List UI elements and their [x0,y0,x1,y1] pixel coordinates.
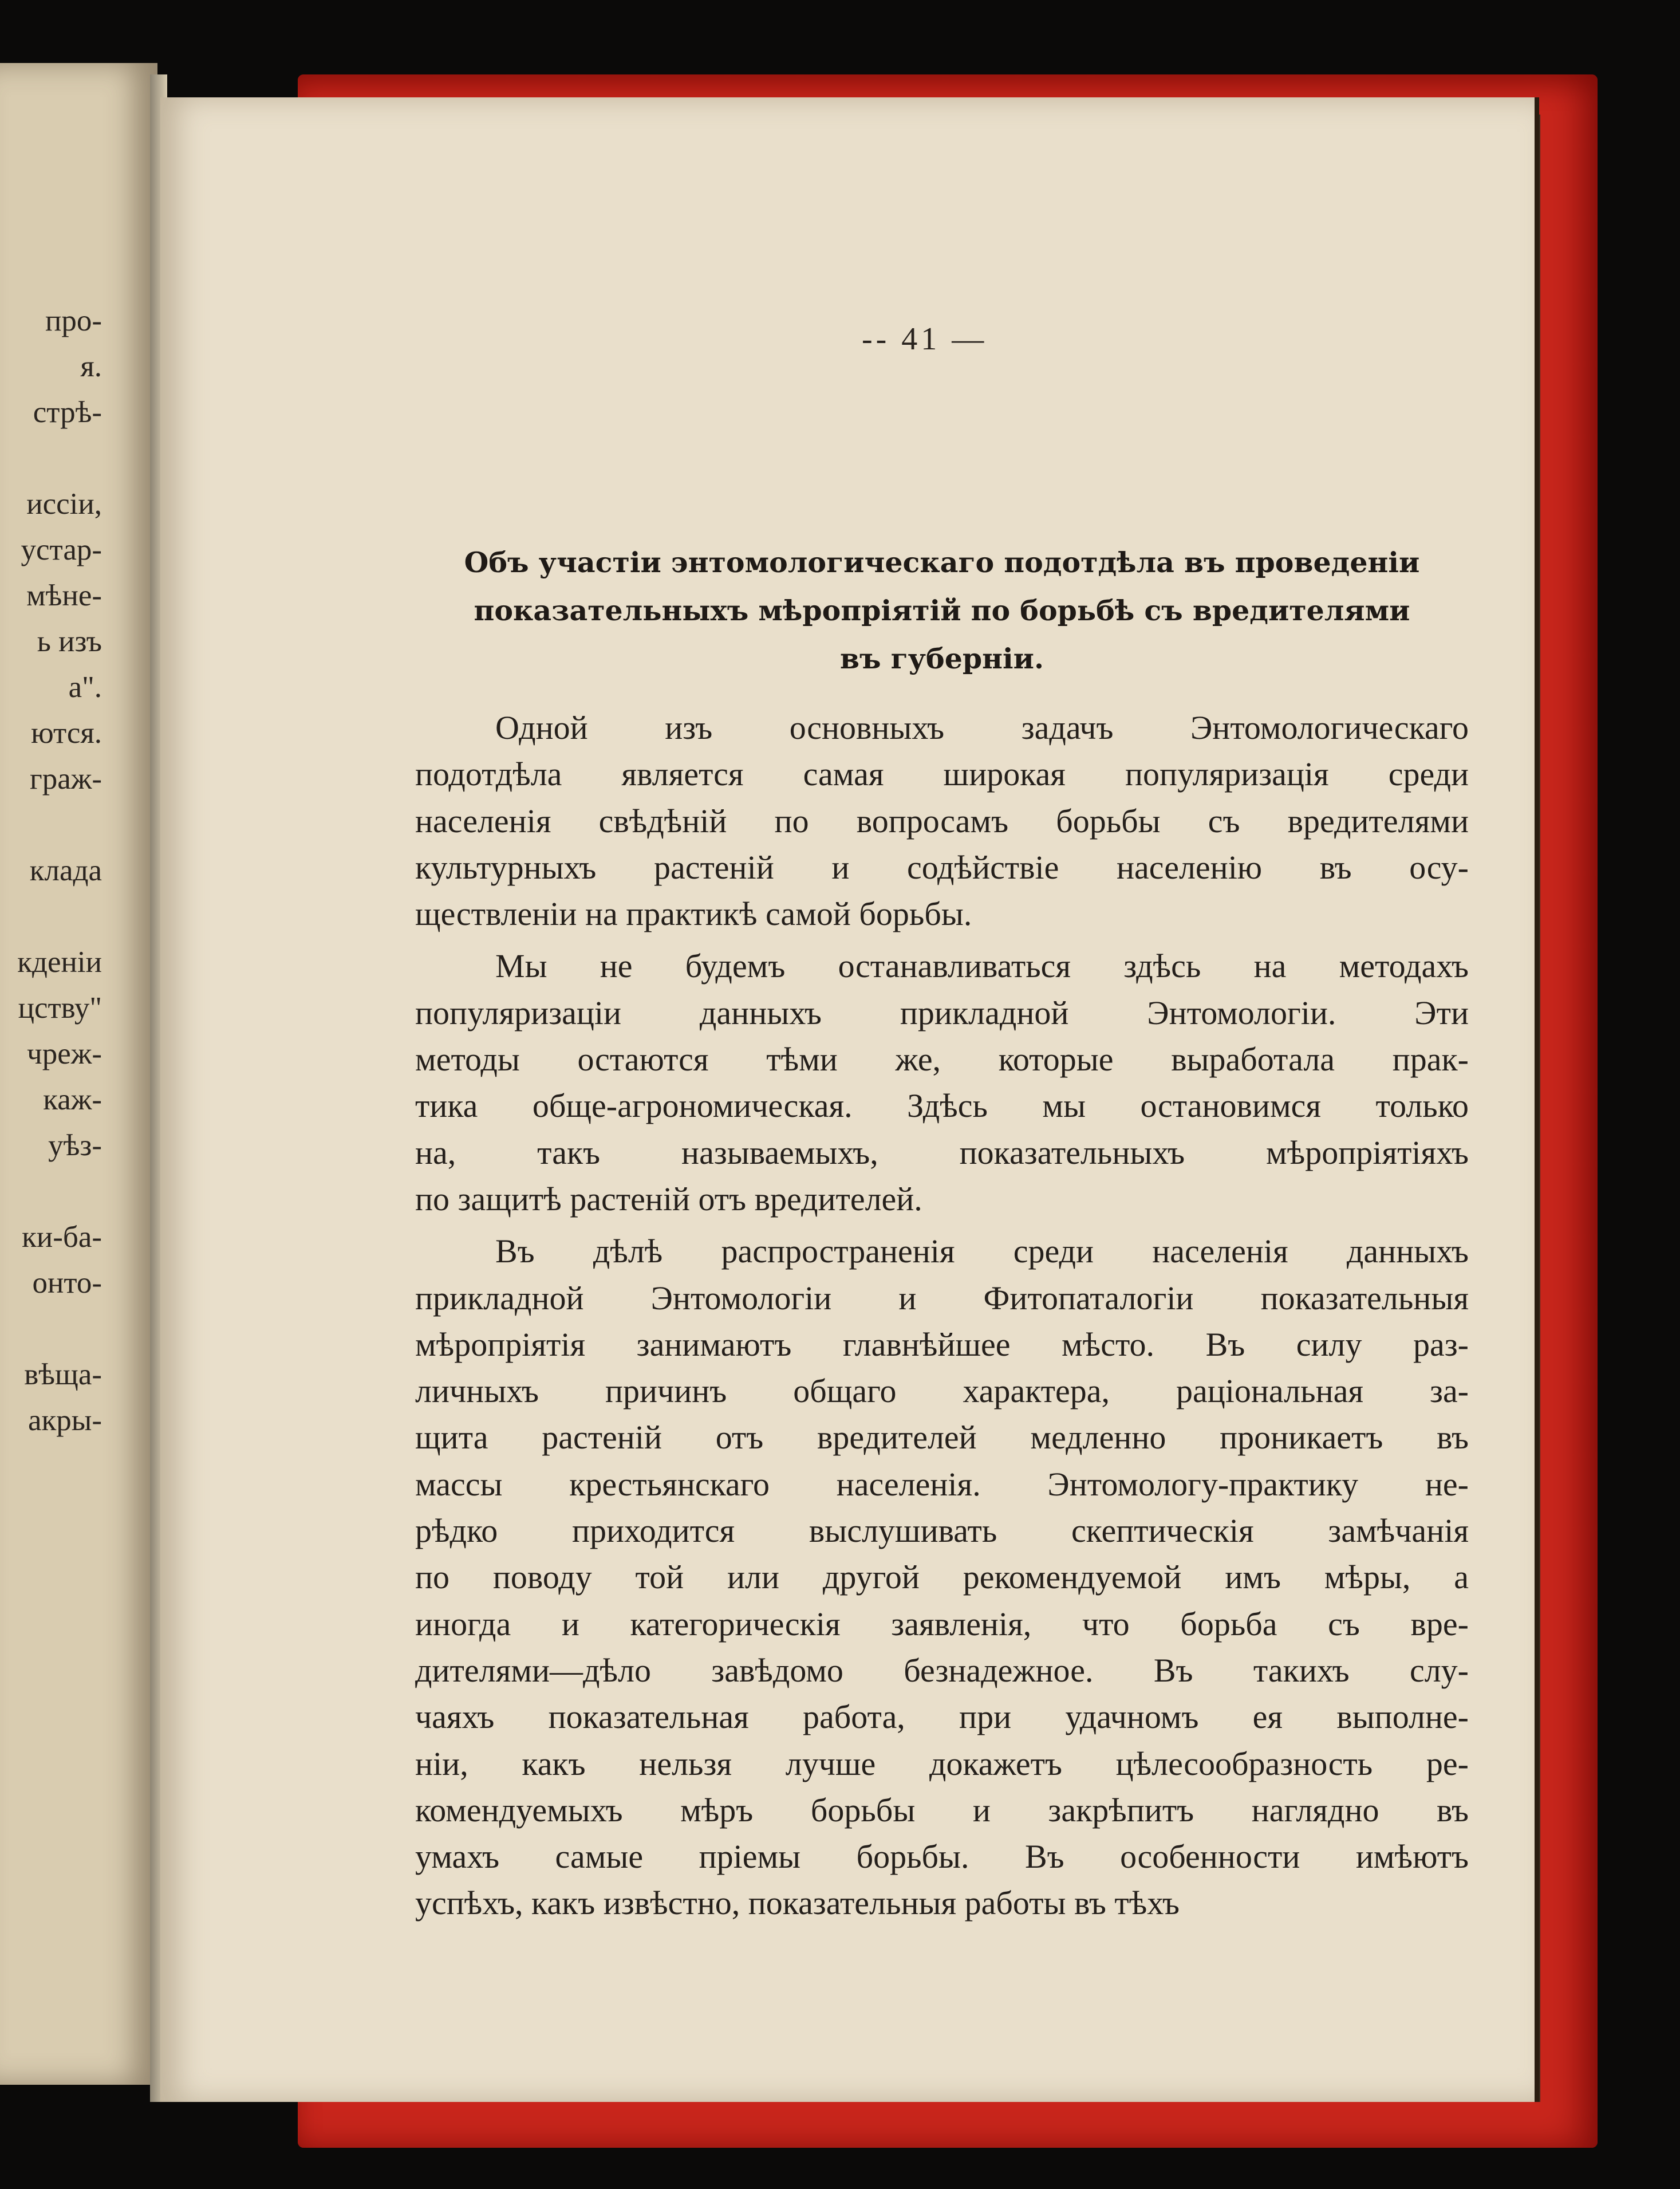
previous-page-line: ь изъ [37,625,102,658]
text-line: ніи, какъ нельзя лучше докажетъ цѣлесообразность ре- [415,1745,1469,1782]
text-line: иногда и категорическія заявленія, что борьба съ вре- [415,1605,1469,1643]
text-line: культурныхъ растеній и содѣйствіе населенію въ осу- [415,848,1469,886]
previous-page-line: онто- [32,1266,102,1300]
title-line: Объ участіи энтомологическаго подотдѣла въ проведеніи [464,546,1420,579]
body-text [415,704,1469,1927]
text-line: щита растеній отъ вредителей медленно проникаетъ въ [415,1419,1469,1456]
text-line: комендуемыхъ мѣръ борьбы и закрѣпитъ наглядно въ [415,1791,1469,1829]
previous-page-line: стрѣ- [33,396,102,429]
text-line: по поводу той или другой рекомендуемой имъ мѣры, а [415,1558,1469,1596]
text-line: мѣропріятія занимаютъ главнѣйшее мѣсто. Въ силу раз- [415,1325,1469,1363]
paragraph [415,1228,1469,1926]
text-line: Въ дѣлѣ распространенія среди населенія данныхъ [495,1233,1469,1270]
previous-page-line: каж- [43,1083,102,1116]
page-content [415,538,1469,1932]
previous-page [0,63,157,2085]
text-line: тика обще-агрономическая. Здѣсь мы остановимся только [415,1087,1469,1125]
text-line: населенія свѣдѣній по вопросамъ борьбы съ вредителями [415,802,1469,840]
paragraph [415,704,1469,937]
previous-page-line [0,1306,102,1352]
page-number: -- 41 — [862,321,988,357]
text-line: дителями—дѣло завѣдомо безнадежное. Въ такихъ слу- [415,1651,1469,1689]
text-line: Одной изъ основныхъ задачъ Энтомологическаго [495,709,1469,746]
text-line: массы крестьянскаго населенія. Энтомологу-практику не- [415,1465,1469,1503]
text-line: популяризаціи данныхъ прикладной Энтомологіи. Эти [415,994,1469,1031]
text-line: личныхъ причинъ общаго характера, раціональная за- [415,1372,1469,1410]
previous-page-line: устар- [21,533,102,566]
previous-page-line: про- [45,304,102,337]
previous-page-line: ются. [31,716,102,750]
previous-page-line: а". [68,671,102,704]
text-line: чаяхъ показательная работа, при удачномъ ея выполне- [415,1698,1469,1736]
previous-page-text [0,298,102,1443]
previous-page-line: граж- [29,762,102,796]
previous-page-line [0,435,102,481]
previous-page-line: чреж- [27,1037,102,1070]
previous-page-line: ки-ба- [22,1221,102,1254]
text-line: по защитѣ растеній отъ вредителей. [415,1180,922,1218]
text-line: умахъ самые пріемы борьбы. Въ особенности имѣютъ [415,1838,1469,1876]
text-line: методы остаются тѣми же, которые выработала прак- [415,1041,1469,1078]
previous-page-line: кденіи [17,946,102,979]
previous-page-line: вѣща- [24,1358,102,1391]
text-line: ществленіи на практикѣ самой борьбы. [415,895,972,933]
previous-page-line [0,802,102,848]
previous-page-line: уѣз- [48,1129,102,1162]
text-line: Мы не будемъ останавливаться здѣсь на методахъ [495,947,1469,985]
previous-page-line: я. [80,350,102,383]
text-line: успѣхъ, какъ извѣстно, показательныя работы въ тѣхъ [415,1884,1180,1922]
book-page [160,97,1535,2102]
paragraph [415,943,1469,1222]
previous-page-line [0,1168,102,1214]
previous-page-line: иссіи, [26,487,102,521]
previous-page-line: клада [29,854,102,887]
previous-page-line: мѣне- [26,579,102,612]
previous-page-line: акры- [27,1404,102,1437]
title-line: показательныхъ мѣропріятій по борьбѣ съ вредителями [474,594,1410,627]
previous-page-line [0,893,102,939]
title-line: въ губерніи. [839,642,1044,675]
previous-page-line: цству" [18,991,102,1025]
text-line: рѣдко приходится выслушивать скептическія замѣчанія [415,1512,1469,1550]
text-line: прикладной Энтомологіи и Фитопаталогіи показательныя [415,1279,1469,1317]
section-title [415,538,1469,683]
text-line: подотдѣла является самая широкая популяризація среди [415,755,1469,793]
text-line: на, такъ называемыхъ, показательныхъ мѣропріятіяхъ [415,1133,1469,1171]
